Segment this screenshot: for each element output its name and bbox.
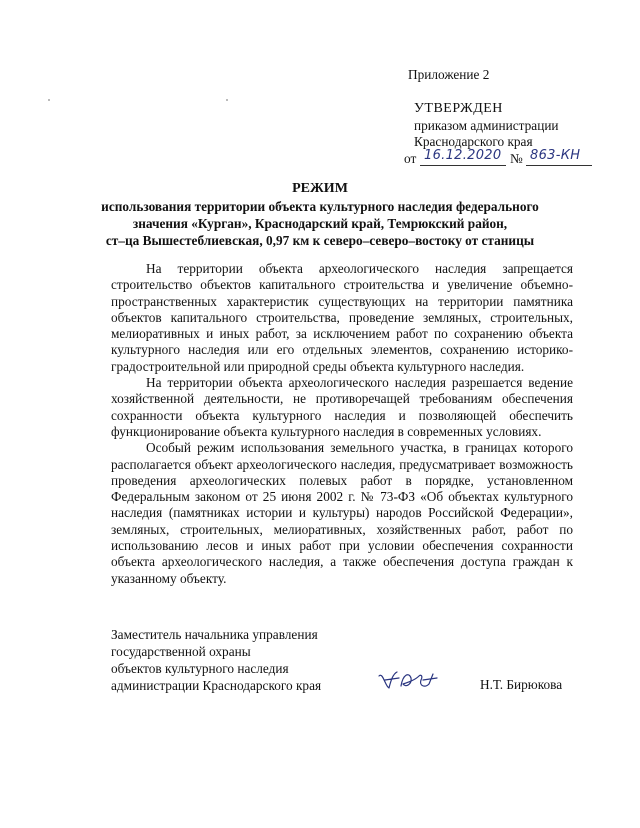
handwritten-number: 863-КН	[530, 148, 581, 163]
number-prefix: №	[510, 151, 523, 166]
document-body	[111, 261, 573, 587]
paragraph-special-regime: Особый режим использования земельного участка, в границах которого располагается объект археологического наследия, предусматривает возможность проведения археологических полевых работ в порядке, установленном Федеральным законом от 25 июня 2002 г. № 73-ФЗ «Об объектах культурного наследия (памятниках истории и культуры) народов Российской Федерации», земляных, строительных, мелиоративных, хозяйственных работ, работ по использованию лесов и иных работ при условии обеспечения сохранности объекта археологического наследия, а также обеспечения доступа граждан к указанному объекту.	[111, 440, 573, 586]
subtitle-line-3: ст–ца Вышестеблиевская, 0,97 км к северо–северо–востоку от станицы	[105, 233, 535, 248]
paragraph-permissions: На территории объекта археологического наследия разрешается ведение хозяйственной деятельности, не противоречащей требованиям обеспечения сохранности объекта культурного наследия и позволяющей обеспечить функционирование объекта культурного наследия в современных условиях.	[111, 375, 573, 439]
signatory-position-line-2: государственной охраны	[111, 644, 251, 659]
subtitle-line-1: использования территории объекта культурного наследия федерального	[101, 199, 539, 214]
handwritten-signature	[375, 666, 445, 694]
date-underline	[420, 165, 506, 166]
handwritten-date: 16.12.2020	[424, 148, 502, 163]
subtitle-line-2: значения «Курган», Краснодарский край, Темрюкский район,	[132, 216, 508, 231]
document-title: РЕЖИМ	[292, 181, 348, 196]
paragraph-prohibitions: На территории объекта археологического наследия запрещается строительство объектов капитального строительства и увеличение объемно-пространственных характеристик существующих на территории памятника объектов капитального строительства, проведение земляных, строительных, мелиоративных и иных работ, за исключением работ по сохранению объекта культурного наследия или его отдельных элементов, сохранению историко-градостроительной или природной среды объекта культурного наследия.	[111, 261, 573, 374]
approved-heading: УТВЕРЖДЕН	[414, 101, 503, 116]
appendix-label: Приложение 2	[408, 67, 490, 82]
signatory-position-line-1: Заместитель начальника управления	[111, 627, 318, 642]
number-underline	[526, 165, 592, 166]
date-prefix: от	[404, 151, 417, 166]
approval-region-line: Краснодарского края	[414, 134, 533, 149]
approval-order-line: приказом администрации	[414, 118, 559, 133]
scan-speck	[48, 99, 50, 101]
signatory-position-line-3: объектов культурного наследия	[111, 661, 289, 676]
signatory-position-line-4: администрации Краснодарского края	[111, 678, 322, 693]
signer-name: Н.Т. Бирюкова	[480, 677, 563, 692]
scan-speck	[226, 99, 228, 101]
approval-date-number-line	[404, 148, 594, 170]
